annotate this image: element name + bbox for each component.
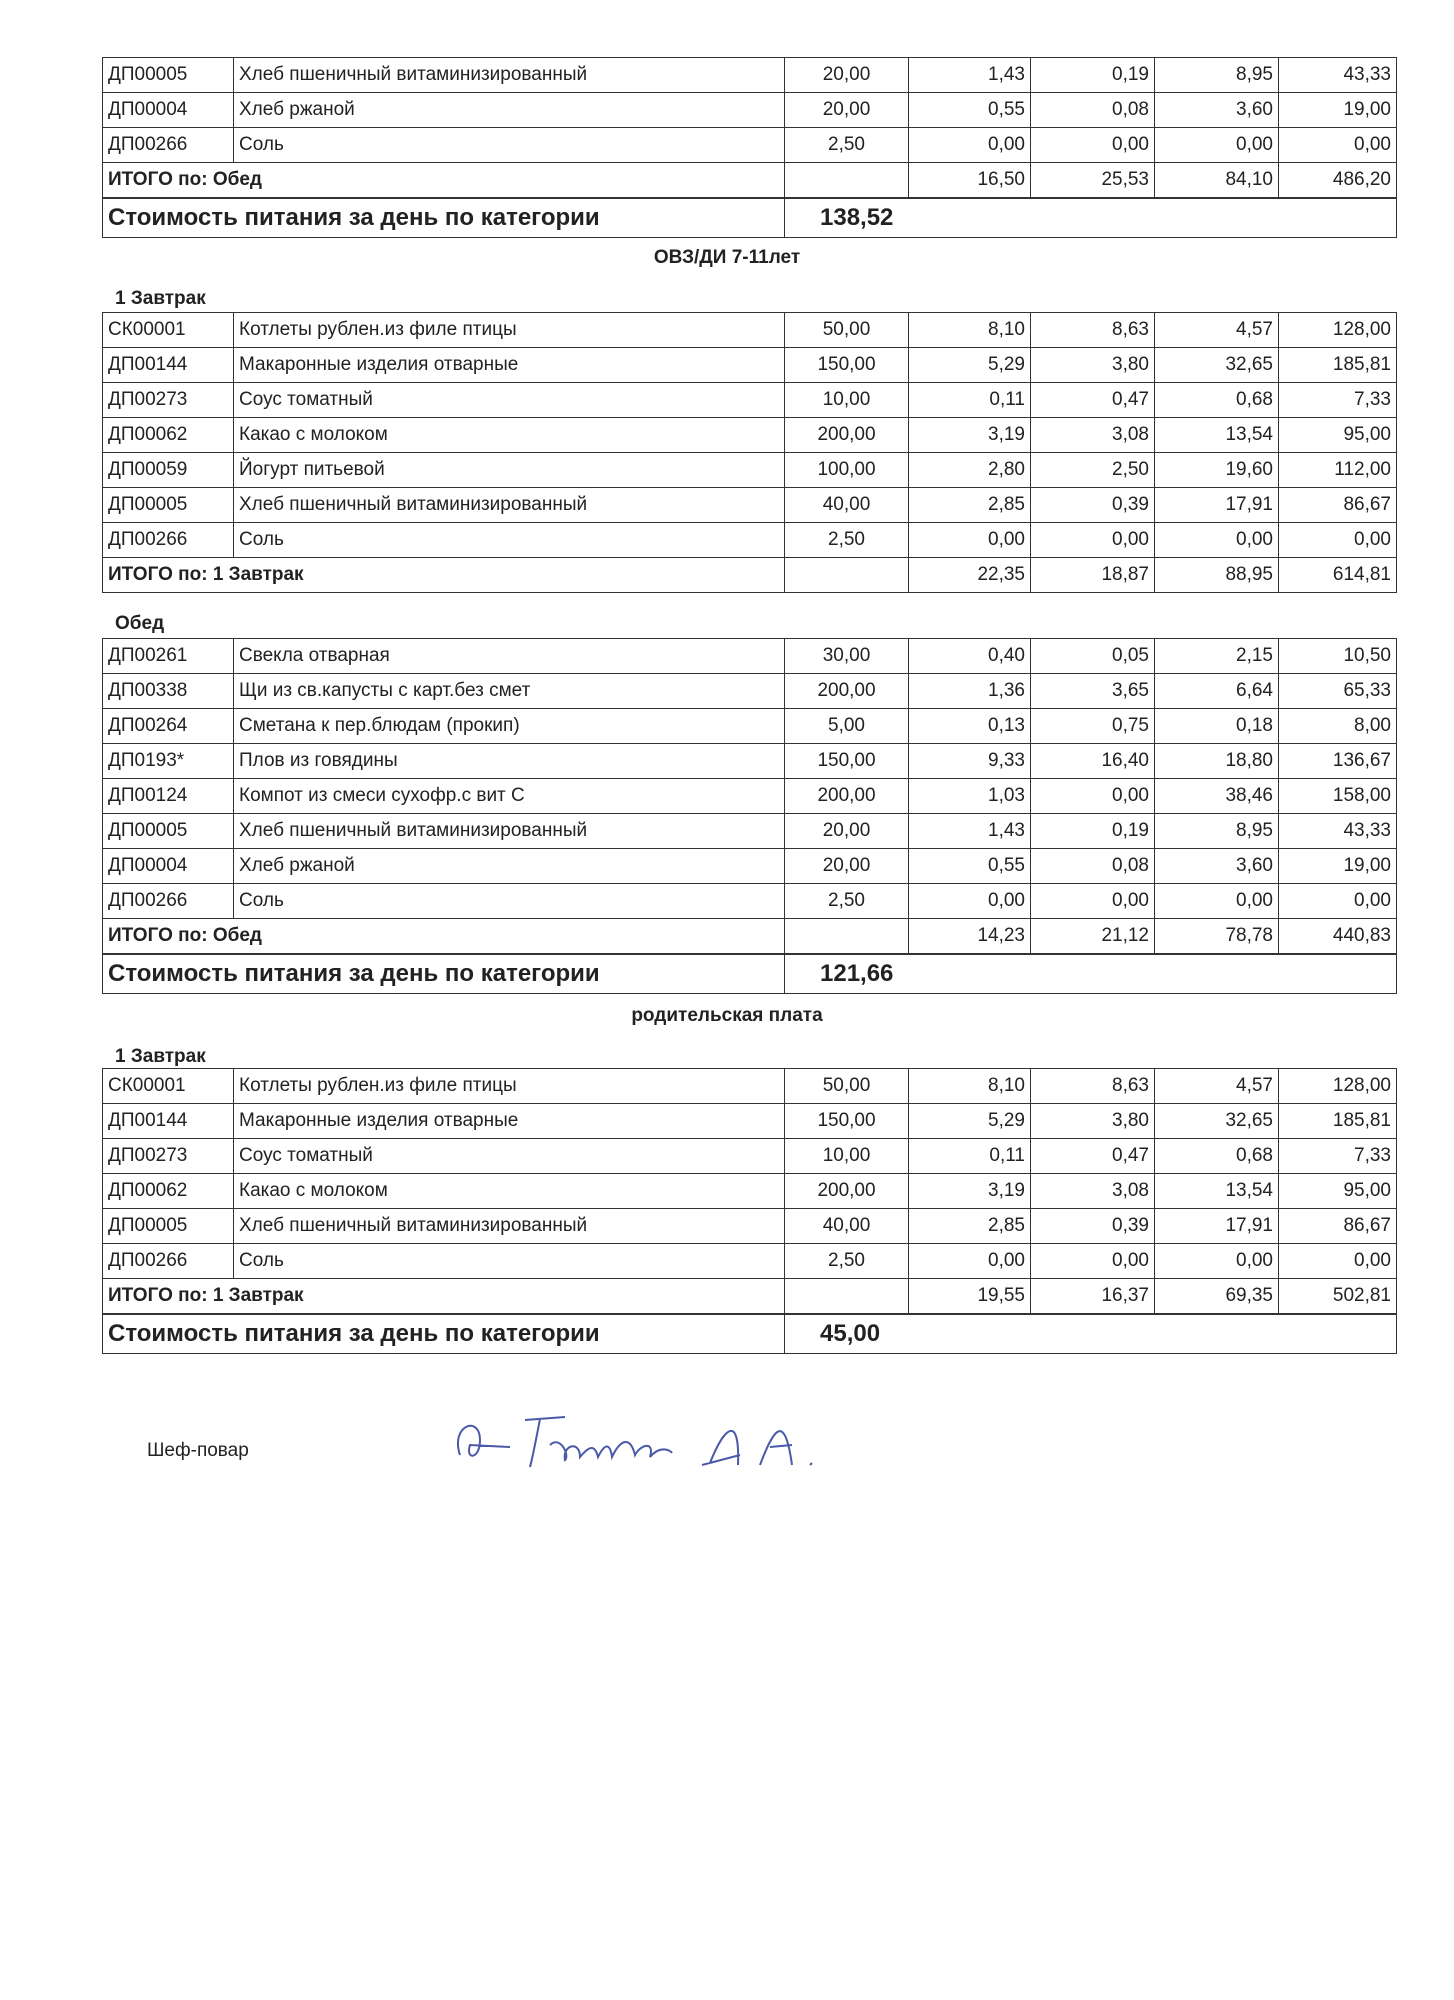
total-value: 78,78 xyxy=(1155,919,1279,955)
item-quantity: 100,00 xyxy=(785,453,909,488)
item-carbs: 19,60 xyxy=(1155,453,1279,488)
item-quantity: 200,00 xyxy=(785,418,909,453)
total-value: 18,87 xyxy=(1031,558,1155,593)
item-calories: 0,00 xyxy=(1279,523,1397,558)
meal-heading: 1 Завтрак xyxy=(115,1046,206,1067)
item-name: Соус томатный xyxy=(234,1139,785,1174)
item-fat: 0,00 xyxy=(1031,1244,1155,1279)
item-quantity: 20,00 xyxy=(785,93,909,128)
item-quantity: 20,00 xyxy=(785,814,909,849)
item-carbs: 0,68 xyxy=(1155,1139,1279,1174)
item-code: ДП00266 xyxy=(103,128,234,163)
item-carbs: 0,68 xyxy=(1155,383,1279,418)
item-code: ДП00273 xyxy=(103,383,234,418)
item-protein: 5,29 xyxy=(909,348,1031,383)
item-protein: 2,80 xyxy=(909,453,1031,488)
item-calories: 65,33 xyxy=(1279,674,1397,709)
item-quantity: 150,00 xyxy=(785,1104,909,1139)
menu-table xyxy=(102,57,1397,238)
item-carbs: 3,60 xyxy=(1155,849,1279,884)
table-row xyxy=(103,313,1397,348)
total-value: 16,37 xyxy=(1031,1279,1155,1315)
table-row xyxy=(103,1244,1397,1279)
item-fat: 3,80 xyxy=(1031,1104,1155,1139)
item-calories: 43,33 xyxy=(1279,814,1397,849)
item-protein: 9,33 xyxy=(909,744,1031,779)
item-fat: 0,47 xyxy=(1031,1139,1155,1174)
item-carbs: 0,00 xyxy=(1155,523,1279,558)
item-carbs: 0,18 xyxy=(1155,709,1279,744)
item-code: СК00001 xyxy=(103,1069,234,1104)
item-code: ДП00144 xyxy=(103,348,234,383)
item-code: ДП00266 xyxy=(103,884,234,919)
table-row xyxy=(103,1104,1397,1139)
item-name: Свекла отварная xyxy=(234,639,785,674)
item-code: ДП00062 xyxy=(103,418,234,453)
item-carbs: 32,65 xyxy=(1155,1104,1279,1139)
item-name: Йогурт питьевой xyxy=(234,453,785,488)
item-calories: 19,00 xyxy=(1279,93,1397,128)
item-protein: 8,10 xyxy=(909,313,1031,348)
item-protein: 1,03 xyxy=(909,779,1031,814)
category-heading: родительская плата xyxy=(631,1005,823,1026)
item-fat: 2,50 xyxy=(1031,453,1155,488)
daily-cost-row xyxy=(103,198,1397,238)
daily-cost-value: 45,00 xyxy=(785,1314,1397,1354)
item-fat: 0,05 xyxy=(1031,639,1155,674)
item-carbs: 13,54 xyxy=(1155,1174,1279,1209)
daily-cost-label: Стоимость питания за день по категории xyxy=(103,954,785,994)
total-value: 16,50 xyxy=(909,163,1031,199)
item-calories: 0,00 xyxy=(1279,1244,1397,1279)
item-calories: 7,33 xyxy=(1279,1139,1397,1174)
item-quantity: 2,50 xyxy=(785,1244,909,1279)
total-row xyxy=(103,558,1397,593)
item-name: Макаронные изделия отварные xyxy=(234,348,785,383)
item-fat: 3,08 xyxy=(1031,418,1155,453)
item-calories: 0,00 xyxy=(1279,884,1397,919)
item-protein: 2,85 xyxy=(909,1209,1031,1244)
table-row xyxy=(103,884,1397,919)
table-row xyxy=(103,674,1397,709)
item-calories: 10,50 xyxy=(1279,639,1397,674)
item-protein: 2,85 xyxy=(909,488,1031,523)
item-protein: 1,43 xyxy=(909,58,1031,93)
table-row xyxy=(103,1174,1397,1209)
total-value: 14,23 xyxy=(909,919,1031,955)
item-quantity: 50,00 xyxy=(785,1069,909,1104)
daily-cost-label: Стоимость питания за день по категории xyxy=(103,1314,785,1354)
total-label: ИТОГО по: 1 Завтрак xyxy=(103,1279,785,1315)
item-quantity: 30,00 xyxy=(785,639,909,674)
meal-heading: 1 Завтрак xyxy=(115,288,206,309)
total-row xyxy=(103,1279,1397,1315)
table-row xyxy=(103,709,1397,744)
item-fat: 0,08 xyxy=(1031,849,1155,884)
item-protein: 0,11 xyxy=(909,383,1031,418)
item-carbs: 8,95 xyxy=(1155,814,1279,849)
item-name: Соль xyxy=(234,128,785,163)
item-name: Хлеб пшеничный витаминизированный xyxy=(234,58,785,93)
item-code: ДП00005 xyxy=(103,814,234,849)
item-fat: 0,00 xyxy=(1031,779,1155,814)
item-code: ДП00266 xyxy=(103,1244,234,1279)
item-calories: 128,00 xyxy=(1279,1069,1397,1104)
item-name: Сметана к пер.блюдам (прокип) xyxy=(234,709,785,744)
item-name: Хлеб ржаной xyxy=(234,93,785,128)
item-fat: 0,39 xyxy=(1031,1209,1155,1244)
total-label: ИТОГО по: 1 Завтрак xyxy=(103,558,785,593)
item-code: ДП00338 xyxy=(103,674,234,709)
daily-cost-value: 138,52 xyxy=(785,198,1397,238)
daily-cost-label: Стоимость питания за день по категории xyxy=(103,198,785,238)
table-row xyxy=(103,93,1397,128)
item-quantity: 2,50 xyxy=(785,128,909,163)
item-calories: 185,81 xyxy=(1279,348,1397,383)
item-quantity: 200,00 xyxy=(785,674,909,709)
item-name: Щи из св.капусты с карт.без смет xyxy=(234,674,785,709)
table-row xyxy=(103,744,1397,779)
item-calories: 8,00 xyxy=(1279,709,1397,744)
total-value: 22,35 xyxy=(909,558,1031,593)
item-calories: 0,00 xyxy=(1279,128,1397,163)
item-code: ДП00059 xyxy=(103,453,234,488)
total-label: ИТОГО по: Обед xyxy=(103,163,785,199)
item-name: Соль xyxy=(234,1244,785,1279)
table-row xyxy=(103,1209,1397,1244)
item-quantity: 40,00 xyxy=(785,1209,909,1244)
table-row xyxy=(103,418,1397,453)
daily-cost-row xyxy=(103,954,1397,994)
item-protein: 0,13 xyxy=(909,709,1031,744)
item-carbs: 32,65 xyxy=(1155,348,1279,383)
item-fat: 3,65 xyxy=(1031,674,1155,709)
signature xyxy=(440,1405,860,1485)
item-protein: 5,29 xyxy=(909,1104,1031,1139)
item-quantity: 10,00 xyxy=(785,383,909,418)
item-carbs: 0,00 xyxy=(1155,884,1279,919)
item-quantity: 150,00 xyxy=(785,744,909,779)
item-fat: 3,80 xyxy=(1031,348,1155,383)
menu-table xyxy=(102,312,1397,593)
item-name: Соус томатный xyxy=(234,383,785,418)
item-name: Котлеты рублен.из филе птицы xyxy=(234,313,785,348)
table-row xyxy=(103,639,1397,674)
item-fat: 0,00 xyxy=(1031,523,1155,558)
item-calories: 43,33 xyxy=(1279,58,1397,93)
item-code: ДП00273 xyxy=(103,1139,234,1174)
item-protein: 3,19 xyxy=(909,418,1031,453)
item-fat: 0,47 xyxy=(1031,383,1155,418)
total-value: 69,35 xyxy=(1155,1279,1279,1315)
item-fat: 8,63 xyxy=(1031,1069,1155,1104)
item-fat: 16,40 xyxy=(1031,744,1155,779)
total-value: 88,95 xyxy=(1155,558,1279,593)
item-protein: 3,19 xyxy=(909,1174,1031,1209)
item-name: Плов из говядины xyxy=(234,744,785,779)
item-code: ДП00261 xyxy=(103,639,234,674)
item-code: ДП00004 xyxy=(103,93,234,128)
category-heading: ОВЗ/ДИ 7-11лет xyxy=(653,247,801,268)
item-calories: 86,67 xyxy=(1279,488,1397,523)
table-row xyxy=(103,779,1397,814)
chef-label: Шеф-повар xyxy=(147,1440,249,1461)
item-carbs: 0,00 xyxy=(1155,1244,1279,1279)
item-code: СК00001 xyxy=(103,313,234,348)
item-code: ДП00005 xyxy=(103,1209,234,1244)
item-protein: 1,43 xyxy=(909,814,1031,849)
menu-table xyxy=(102,638,1397,994)
table-row xyxy=(103,348,1397,383)
item-name: Соль xyxy=(234,523,785,558)
item-code: ДП00124 xyxy=(103,779,234,814)
item-calories: 95,00 xyxy=(1279,1174,1397,1209)
item-name: Котлеты рублен.из филе птицы xyxy=(234,1069,785,1104)
table-row xyxy=(103,849,1397,884)
item-fat: 0,19 xyxy=(1031,58,1155,93)
item-calories: 128,00 xyxy=(1279,313,1397,348)
item-carbs: 4,57 xyxy=(1155,1069,1279,1104)
total-label: ИТОГО по: Обед xyxy=(103,919,785,955)
table-row xyxy=(103,453,1397,488)
item-protein: 0,00 xyxy=(909,523,1031,558)
item-carbs: 17,91 xyxy=(1155,488,1279,523)
item-carbs: 17,91 xyxy=(1155,1209,1279,1244)
item-fat: 0,75 xyxy=(1031,709,1155,744)
item-quantity: 200,00 xyxy=(785,779,909,814)
total-empty-cell xyxy=(785,1279,909,1315)
meal-heading: Обед xyxy=(115,613,165,634)
item-protein: 0,11 xyxy=(909,1139,1031,1174)
total-value: 21,12 xyxy=(1031,919,1155,955)
item-code: ДП00264 xyxy=(103,709,234,744)
item-quantity: 10,00 xyxy=(785,1139,909,1174)
total-value: 19,55 xyxy=(909,1279,1031,1315)
item-fat: 0,19 xyxy=(1031,814,1155,849)
item-protein: 0,55 xyxy=(909,93,1031,128)
total-empty-cell xyxy=(785,558,909,593)
table-row xyxy=(103,58,1397,93)
item-quantity: 150,00 xyxy=(785,348,909,383)
item-carbs: 8,95 xyxy=(1155,58,1279,93)
menu-table xyxy=(102,1068,1397,1354)
total-row xyxy=(103,919,1397,955)
item-calories: 95,00 xyxy=(1279,418,1397,453)
table-row xyxy=(103,128,1397,163)
total-value: 84,10 xyxy=(1155,163,1279,199)
item-protein: 0,00 xyxy=(909,884,1031,919)
item-quantity: 20,00 xyxy=(785,58,909,93)
item-name: Хлеб пшеничный витаминизированный xyxy=(234,1209,785,1244)
item-carbs: 0,00 xyxy=(1155,128,1279,163)
total-value: 486,20 xyxy=(1279,163,1397,199)
table-row xyxy=(103,814,1397,849)
total-empty-cell xyxy=(785,919,909,955)
item-name: Макаронные изделия отварные xyxy=(234,1104,785,1139)
item-carbs: 3,60 xyxy=(1155,93,1279,128)
item-calories: 158,00 xyxy=(1279,779,1397,814)
item-code: ДП00144 xyxy=(103,1104,234,1139)
item-code: ДП00266 xyxy=(103,523,234,558)
item-quantity: 20,00 xyxy=(785,849,909,884)
item-fat: 0,00 xyxy=(1031,128,1155,163)
item-protein: 0,55 xyxy=(909,849,1031,884)
item-carbs: 6,64 xyxy=(1155,674,1279,709)
daily-cost-row xyxy=(103,1314,1397,1354)
item-fat: 0,08 xyxy=(1031,93,1155,128)
item-carbs: 4,57 xyxy=(1155,313,1279,348)
item-name: Хлеб пшеничный витаминизированный xyxy=(234,814,785,849)
total-value: 25,53 xyxy=(1031,163,1155,199)
item-quantity: 2,50 xyxy=(785,523,909,558)
item-code: ДП0193* xyxy=(103,744,234,779)
item-code: ДП00062 xyxy=(103,1174,234,1209)
item-name: Соль xyxy=(234,884,785,919)
total-empty-cell xyxy=(785,163,909,199)
total-value: 614,81 xyxy=(1279,558,1397,593)
item-name: Хлеб пшеничный витаминизированный xyxy=(234,488,785,523)
item-fat: 0,00 xyxy=(1031,884,1155,919)
item-carbs: 38,46 xyxy=(1155,779,1279,814)
item-protein: 0,00 xyxy=(909,128,1031,163)
item-quantity: 5,00 xyxy=(785,709,909,744)
table-row xyxy=(103,523,1397,558)
item-quantity: 40,00 xyxy=(785,488,909,523)
table-row xyxy=(103,1069,1397,1104)
item-fat: 3,08 xyxy=(1031,1174,1155,1209)
table-row xyxy=(103,1139,1397,1174)
item-name: Компот из смеси сухофр.с вит С xyxy=(234,779,785,814)
item-code: ДП00005 xyxy=(103,58,234,93)
item-name: Какао с молоком xyxy=(234,418,785,453)
table-row xyxy=(103,488,1397,523)
total-row xyxy=(103,163,1397,199)
item-carbs: 13,54 xyxy=(1155,418,1279,453)
daily-cost-value: 121,66 xyxy=(785,954,1397,994)
item-code: ДП00005 xyxy=(103,488,234,523)
total-value: 440,83 xyxy=(1279,919,1397,955)
table-row xyxy=(103,383,1397,418)
item-fat: 0,39 xyxy=(1031,488,1155,523)
item-calories: 86,67 xyxy=(1279,1209,1397,1244)
item-protein: 0,40 xyxy=(909,639,1031,674)
item-calories: 185,81 xyxy=(1279,1104,1397,1139)
item-carbs: 18,80 xyxy=(1155,744,1279,779)
item-protein: 1,36 xyxy=(909,674,1031,709)
item-calories: 112,00 xyxy=(1279,453,1397,488)
item-fat: 8,63 xyxy=(1031,313,1155,348)
item-code: ДП00004 xyxy=(103,849,234,884)
item-protein: 0,00 xyxy=(909,1244,1031,1279)
item-quantity: 2,50 xyxy=(785,884,909,919)
item-quantity: 200,00 xyxy=(785,1174,909,1209)
item-name: Какао с молоком xyxy=(234,1174,785,1209)
total-value: 502,81 xyxy=(1279,1279,1397,1315)
item-name: Хлеб ржаной xyxy=(234,849,785,884)
item-calories: 136,67 xyxy=(1279,744,1397,779)
item-calories: 19,00 xyxy=(1279,849,1397,884)
item-quantity: 50,00 xyxy=(785,313,909,348)
item-calories: 7,33 xyxy=(1279,383,1397,418)
item-carbs: 2,15 xyxy=(1155,639,1279,674)
item-protein: 8,10 xyxy=(909,1069,1031,1104)
